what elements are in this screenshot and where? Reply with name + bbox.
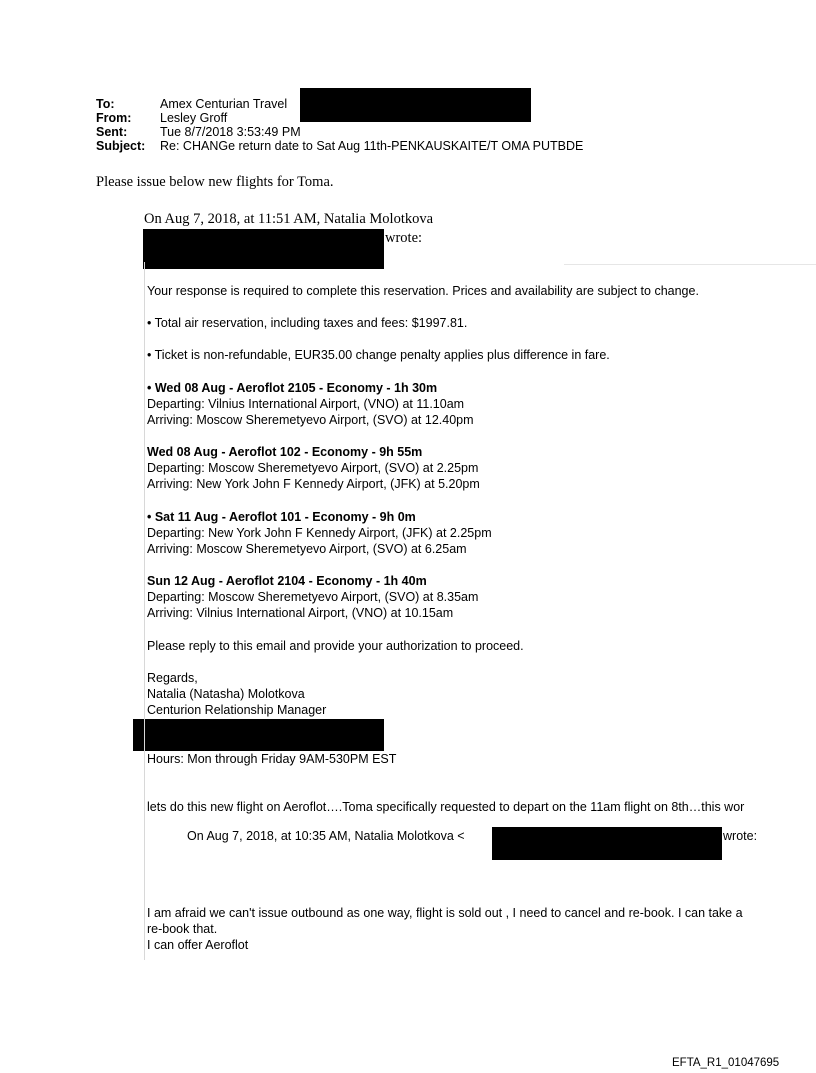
sent-row (96, 125, 583, 139)
sent-value: Tue 8/7/2018 3:53:49 PM (160, 125, 301, 139)
flight-1-departing: Departing: Vilnius International Airport, (VNO) at 11.10am (147, 397, 465, 411)
quoted-attribution-1: On Aug 7, 2018, at 11:51 AM, Natalia Molotkova (144, 211, 434, 227)
offer-text: I can offer Aeroflot (147, 938, 249, 952)
subject-value: Re: CHANGe return date to Sat Aug 11th-PENKAUSKAITE/T OMA PUTBDE (160, 139, 584, 153)
redaction-quoted-email-1 (143, 229, 384, 269)
redaction-signature-contact (133, 719, 384, 751)
afraid-text-line2: re-book that. (147, 922, 218, 936)
flight-4-departing: Departing: Moscow Sheremetyevo Airport, (SVO) at 8.35am (147, 590, 479, 604)
signature-title: Centurion Relationship Manager (147, 703, 327, 717)
flight-4-title: Sun 12 Aug - Aeroflot 2104 - Economy - 1h 40m (147, 574, 427, 588)
to-value: Amex Centurian Travel (160, 97, 288, 111)
redaction-to-email (300, 88, 531, 122)
quoted-wrote-1: wrote: (385, 230, 423, 246)
quote-separator (564, 264, 816, 265)
flight-4-arriving: Arriving: Vilnius International Airport, (VNO) at 10.15am (147, 606, 454, 620)
quoted-attribution-2: On Aug 7, 2018, at 10:35 AM, Natalia Molotkova < (187, 829, 465, 843)
from-label: From: (96, 111, 132, 125)
sent-label: Sent: (96, 125, 128, 139)
signature-regards: Regards, (147, 671, 198, 685)
flight-3-arriving: Arriving: Moscow Sheremetyevo Airport, (SVO) at 6.25am (147, 542, 467, 556)
from-value: Lesley Groff (160, 111, 228, 125)
flight-1-title: • Wed 08 Aug - Aeroflot 2105 - Economy - 1h 30m (147, 381, 438, 395)
flight-2-title: Wed 08 Aug - Aeroflot 102 - Economy - 9h 55m (147, 445, 423, 459)
office-hours-text: Hours: Mon through Friday 9AM-530PM EST (147, 752, 397, 766)
quote-bar (144, 262, 145, 960)
signature-name: Natalia (Natasha) Molotkova (147, 687, 305, 701)
intro-text: Please issue below new flights for Toma. (96, 174, 334, 190)
subject-label: Subject: (96, 139, 146, 153)
redaction-quoted-email-2 (492, 827, 722, 860)
document-id: EFTA_R1_01047695 (672, 1057, 780, 1069)
flight-2-departing: Departing: Moscow Sheremetyevo Airport, (SVO) at 2.25pm (147, 461, 479, 475)
afraid-text-line1: I am afraid we can't issue outbound as one way, flight is sold out , I need to cancel and re-book. I can take a (147, 906, 743, 920)
flight-3-title: • Sat 11 Aug - Aeroflot 101 - Economy - 9h 0m (147, 510, 416, 524)
flight-2-arriving: Arriving: New York John F Kennedy Airport, (JFK) at 5.20pm (147, 477, 480, 491)
response-required-text: Your response is required to complete this reservation. Prices and availability are subject to change. (147, 284, 699, 298)
quoted-wrote-2: wrote: (723, 829, 758, 843)
subject-row (96, 139, 583, 153)
total-price-text: • Total air reservation, including taxes and fees: $1997.81. (147, 316, 468, 330)
flight-3-departing: Departing: New York John F Kennedy Airport, (JFK) at 2.25pm (147, 526, 492, 540)
ticket-terms-text: • Ticket is non-refundable, EUR35.00 change penalty applies plus difference in fare. (147, 348, 610, 362)
to-label: To: (96, 97, 115, 111)
lets-do-text: lets do this new flight on Aeroflot….Toma specifically requested to depart on the 11am flight on 8th…this wor (147, 800, 745, 814)
reply-request-text: Please reply to this email and provide your authorization to proceed. (147, 639, 524, 653)
flight-1-arriving: Arriving: Moscow Sheremetyevo Airport, (SVO) at 12.40pm (147, 413, 474, 427)
